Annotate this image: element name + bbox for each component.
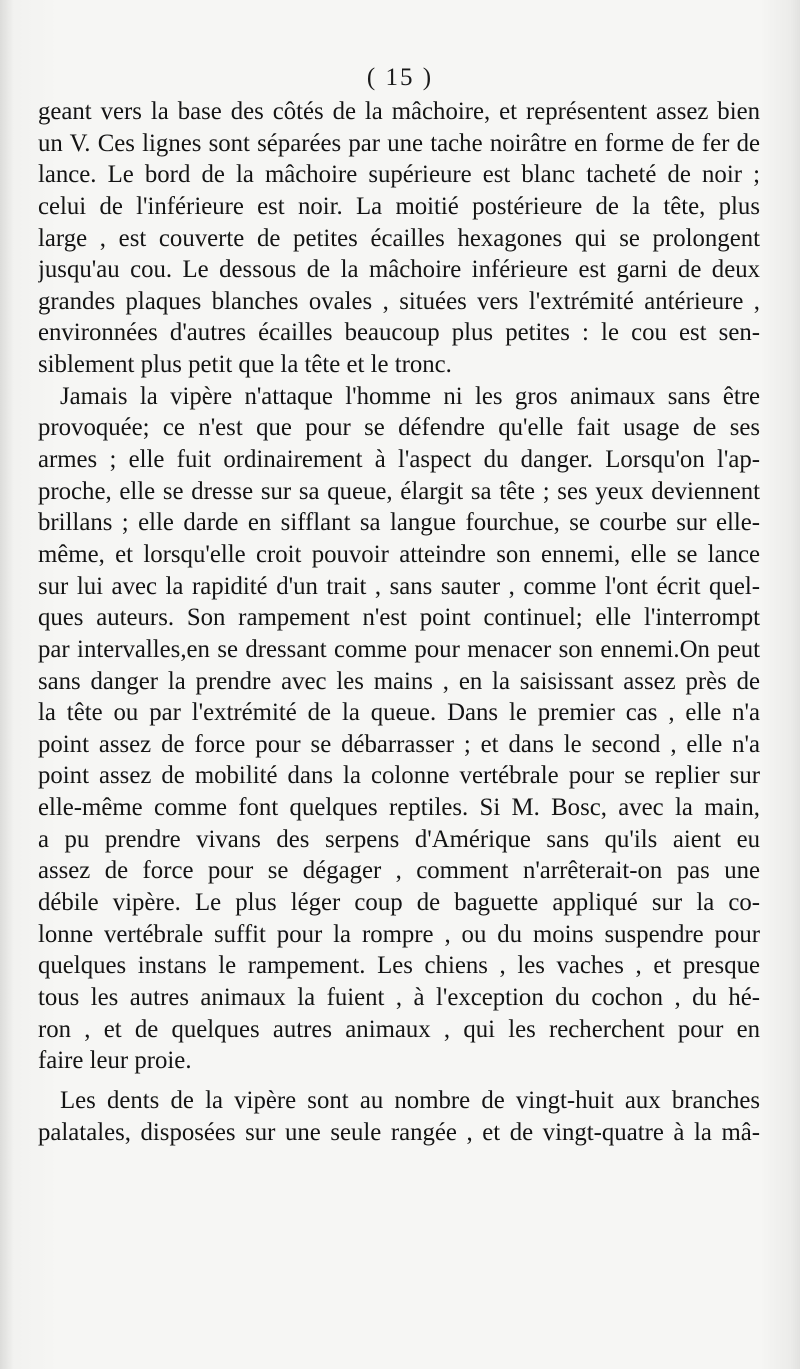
text-line: la tête ou par l'extrémité de la queue. Dans le premier cas , elle n'a — [38, 699, 760, 727]
text-line: lonne vertébrale suffit pour la rompre , ou du moins suspendre pour — [38, 920, 760, 948]
text-line: point assez de force pour se débarrasser ; et dans le second , elle n'a — [38, 730, 760, 758]
page-number: ( 15 ) — [366, 64, 434, 91]
text-line: environnées d'autres écailles beaucoup plus petites : le cou est sen- — [38, 319, 760, 347]
text-line: proche, elle se dresse sur sa queue, élargit sa tête ; ses yeux deviennent — [38, 477, 760, 505]
text-line: ron , et de quelques autres animaux , qui les recherchent pour en — [38, 1015, 760, 1043]
text-line: même, et lorsqu'elle croit pouvoir atteindre son ennemi, elle se lance — [38, 540, 760, 568]
text-line: jusqu'au cou. Le dessous de la mâchoire inférieure est garni de deux — [38, 256, 760, 284]
text-line: lance. Le bord de la mâchoire supérieure est blanc tacheté de noir ; — [38, 161, 760, 189]
text-line: provoquée; ce n'est que pour se défendre qu'elle fait usage de ses — [38, 414, 760, 442]
text-line: sur lui avec la rapidité d'un trait , sans sauter , comme l'ont écrit quel- — [38, 572, 760, 600]
text-line: Les dents de la vipère sont au nombre de vingt-huit aux branches — [60, 1086, 760, 1114]
text-line: geant vers la base des côtés de la mâchoire, et représentent assez bien — [38, 98, 760, 125]
text-line: assez de force pour se dégager , comment n'arrêterait-on pas une — [38, 857, 760, 885]
text-line: a pu prendre vivans des serpens d'Amérique sans qu'ils aient eu — [38, 825, 760, 853]
text-line: armes ; elle fuit ordinairement à l'aspect du danger. Lorsqu'on l'ap- — [38, 446, 760, 474]
text-line: débile vipère. Le plus léger coup de baguette appliqué sur la co- — [38, 889, 760, 917]
text-line: siblement plus petit que la tête et le tronc. — [38, 351, 452, 379]
text-line: elle-même comme font quelques reptiles. Si M. Bosc, avec la main, — [38, 794, 760, 822]
text-line: large , est couverte de petites écailles hexagones qui se prolongent — [38, 224, 760, 252]
text-line: grandes plaques blanches ovales , situées vers l'extrémité antérieure , — [38, 287, 760, 315]
text-line: faire leur proie. — [38, 1047, 192, 1075]
text-line: point assez de mobilité dans la colonne vertébrale pour se replier sur — [38, 762, 760, 790]
body-text — [38, 96, 760, 1148]
text-line: par intervalles,en se dressant comme pour menacer son ennemi.On peut — [38, 635, 760, 663]
text-line: Jamais la vipère n'attaque l'homme ni les gros animaux sans être — [60, 382, 760, 410]
paragraph-spacer — [38, 1077, 760, 1085]
text-line: quelques instans le rampement. Les chiens , les vaches , et presque — [38, 952, 760, 980]
paragraph-3 — [38, 1085, 760, 1148]
text-line: palatales, disposées sur une seule rangée , et de vingt-quatre à la mâ- — [38, 1118, 760, 1146]
text-line: celui de l'inférieure est noir. La moitié postérieure de la tête, plus — [38, 192, 760, 220]
text-line: tous les autres animaux la fuient , à l'exception du cochon , du hé- — [38, 983, 760, 1011]
text-line: ques auteurs. Son rampement n'est point continuel; elle l'interrompt — [38, 604, 760, 632]
paragraph-1 — [38, 96, 760, 381]
text-line: sans danger la prendre avec les mains , en la saisissant assez près de — [38, 667, 760, 695]
text-line: un V. Ces lignes sont séparées par une tache noirâtre en forme de fer de — [38, 129, 760, 157]
paragraph-2 — [38, 381, 760, 1077]
text-line: brillans ; elle darde en sifflant sa langue fourchue, se courbe sur elle- — [38, 509, 760, 537]
